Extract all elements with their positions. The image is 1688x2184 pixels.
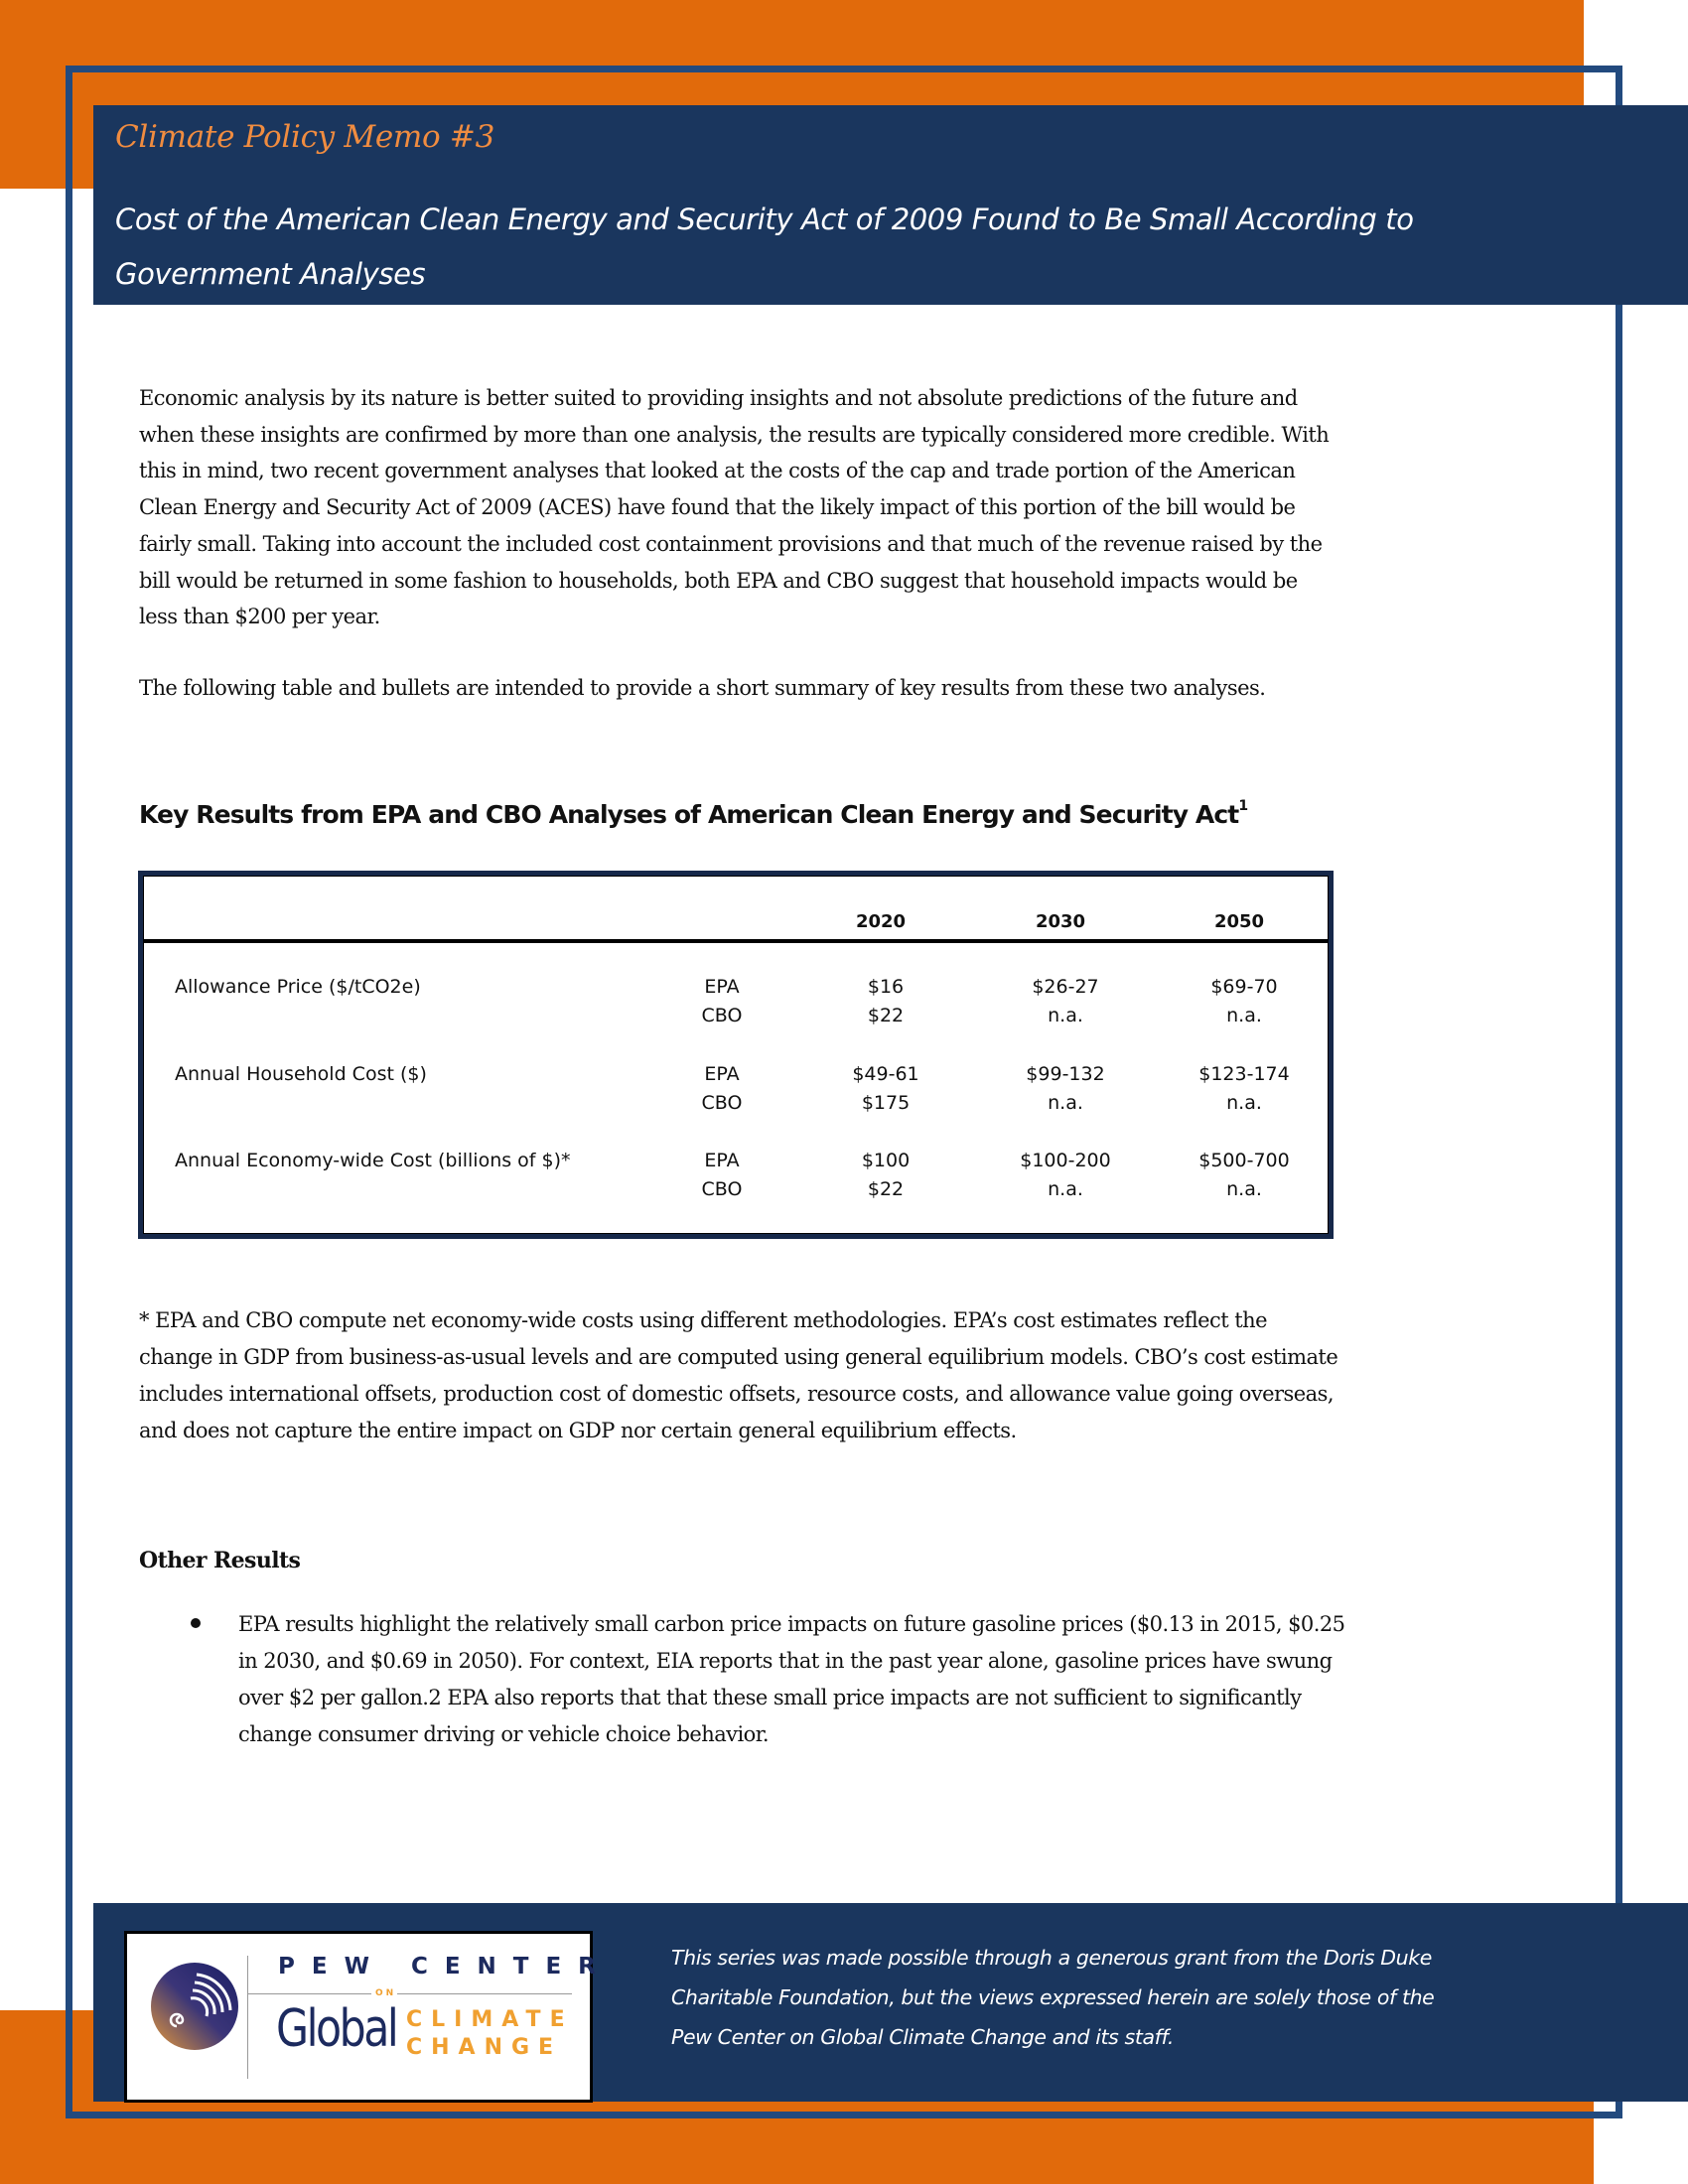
table-cell: $69-70 xyxy=(1210,976,1278,998)
table-cell: $22 xyxy=(867,1178,905,1200)
footnote-ref: 1 xyxy=(1238,797,1248,814)
text-line: this in mind, two recent government analyses that looked at the costs of the cap and trade portion of the American xyxy=(139,459,1296,483)
logo-rule-right xyxy=(397,1993,572,1994)
text-line: Clean Energy and Security Act of 2009 (ACES) have found that the likely impact of this portion of the bill would be xyxy=(139,495,1296,520)
text-line: The following table and bullets are intended to provide a short summary of key results from these two analyses. xyxy=(139,676,1266,700)
text-line: when these insights are confirmed by more than one analysis, the results are typically considered more credible. With xyxy=(139,422,1330,447)
column-header-2050: 2050 xyxy=(1213,911,1265,932)
row-label: Annual Household Cost ($) xyxy=(175,1063,427,1085)
text-line: change consumer driving or vehicle choice behavior. xyxy=(238,1722,770,1746)
pew-center-logo xyxy=(124,1931,613,2103)
funding-credit xyxy=(671,1938,1434,2057)
row-label: Allowance Price ($/tCO2e) xyxy=(175,976,421,998)
section-heading-other-results: Other Results xyxy=(139,1548,301,1573)
source-label: CBO xyxy=(701,1005,743,1026)
text-line: less than $200 per year. xyxy=(139,605,380,629)
table-cell: $16 xyxy=(867,976,905,998)
table-footnote xyxy=(139,1302,1337,1449)
table-cell: $26-27 xyxy=(1032,976,1099,998)
text-line: and does not capture the entire impact on GDP nor certain general equilibrium effects. xyxy=(139,1419,1017,1442)
text-line: Charitable Foundation, but the views expressed herein are solely those of the xyxy=(671,1985,1435,2009)
table-title-text: Key Results from EPA and CBO Analyses of American Clean Energy and Security Act xyxy=(139,800,1239,829)
page-title-line-1: Cost of the American Clean Energy and Security Act of 2009 Found to Be Small According to xyxy=(115,203,1414,236)
row-label: Annual Economy-wide Cost (billions of $)* xyxy=(175,1150,571,1171)
source-label: EPA xyxy=(704,1063,740,1085)
table-cell: $49-61 xyxy=(852,1063,919,1085)
header-divider xyxy=(143,939,1329,943)
list-item xyxy=(238,1606,1344,1753)
source-label: EPA xyxy=(704,1150,740,1171)
source-label: CBO xyxy=(701,1178,743,1200)
table-cell: $500-700 xyxy=(1198,1150,1290,1171)
logo-rule-left xyxy=(248,1993,371,1994)
text-line: includes international offsets, production cost of domestic offsets, resource costs, and allowance value going overseas, xyxy=(139,1382,1334,1406)
page-title-line-2: Government Analyses xyxy=(115,257,426,291)
table-cell: n.a. xyxy=(1226,1005,1262,1026)
bullet-icon xyxy=(191,1618,201,1628)
text-line: EPA results highlight the relatively small carbon price impacts on future gasoline prices ($0.13 in 2015, $0.25 xyxy=(238,1612,1345,1636)
source-label: EPA xyxy=(704,976,740,998)
summary-paragraph xyxy=(139,670,1549,707)
logo-divider xyxy=(247,1956,248,2079)
text-line: fairly small. Taking into account the included cost containment provisions and that much of the revenue raised by the xyxy=(139,531,1323,556)
table-cell: $99-132 xyxy=(1026,1063,1105,1085)
swirl-globe-icon xyxy=(137,1955,246,2064)
text-line: over $2 per gallon.2 EPA also reports that that these small price impacts are not sufficient to significantly xyxy=(238,1686,1302,1709)
text-line: bill would be returned in some fashion to households, both EPA and CBO suggest that household impacts would be xyxy=(139,568,1298,593)
table-cell: n.a. xyxy=(1048,1092,1083,1114)
table-title xyxy=(139,797,1248,829)
logo-pew-center: PEW CENTER xyxy=(278,1954,613,1979)
source-label: CBO xyxy=(701,1092,743,1114)
column-header-2030: 2030 xyxy=(1035,911,1086,932)
text-line: Pew Center on Global Climate Change and its staff. xyxy=(671,2025,1175,2049)
column-header-2020: 2020 xyxy=(855,911,907,932)
logo-change: CHANGE xyxy=(406,2035,563,2060)
table-cell: n.a. xyxy=(1226,1178,1262,1200)
text-line: This series was made possible through a generous grant from the Doris Duke xyxy=(671,1946,1432,1970)
table-cell: $100 xyxy=(861,1150,911,1171)
text-line: change in GDP from business-as-usual levels and are computed using general equilibrium models. CBO’s cost estimate xyxy=(139,1345,1338,1369)
table-cell: $123-174 xyxy=(1198,1063,1290,1085)
table-cell: n.a. xyxy=(1226,1092,1262,1114)
text-line: Economic analysis by its nature is better suited to providing insights and not absolute predictions of the future and xyxy=(139,386,1298,410)
memo-label: Climate Policy Memo #3 xyxy=(115,119,495,155)
text-line: * EPA and CBO compute net economy-wide costs using different methodologies. EPA’s cost estimates reflect the xyxy=(139,1308,1267,1332)
table-cell: $100-200 xyxy=(1020,1150,1111,1171)
logo-climate: CLIMATE xyxy=(406,2007,574,2032)
results-table xyxy=(138,871,1334,1239)
intro-paragraph xyxy=(139,380,1549,635)
table-cell: $175 xyxy=(861,1092,911,1114)
table-cell: n.a. xyxy=(1048,1005,1083,1026)
table-cell: n.a. xyxy=(1048,1178,1083,1200)
text-line: in 2030, and $0.69 in 2050). For context, EIA reports that in the past year alone, gasoline prices have swung xyxy=(238,1649,1333,1673)
logo-on: ON xyxy=(375,1988,397,1998)
logo-global: Global xyxy=(276,1999,397,2059)
table-cell: $22 xyxy=(867,1005,905,1026)
